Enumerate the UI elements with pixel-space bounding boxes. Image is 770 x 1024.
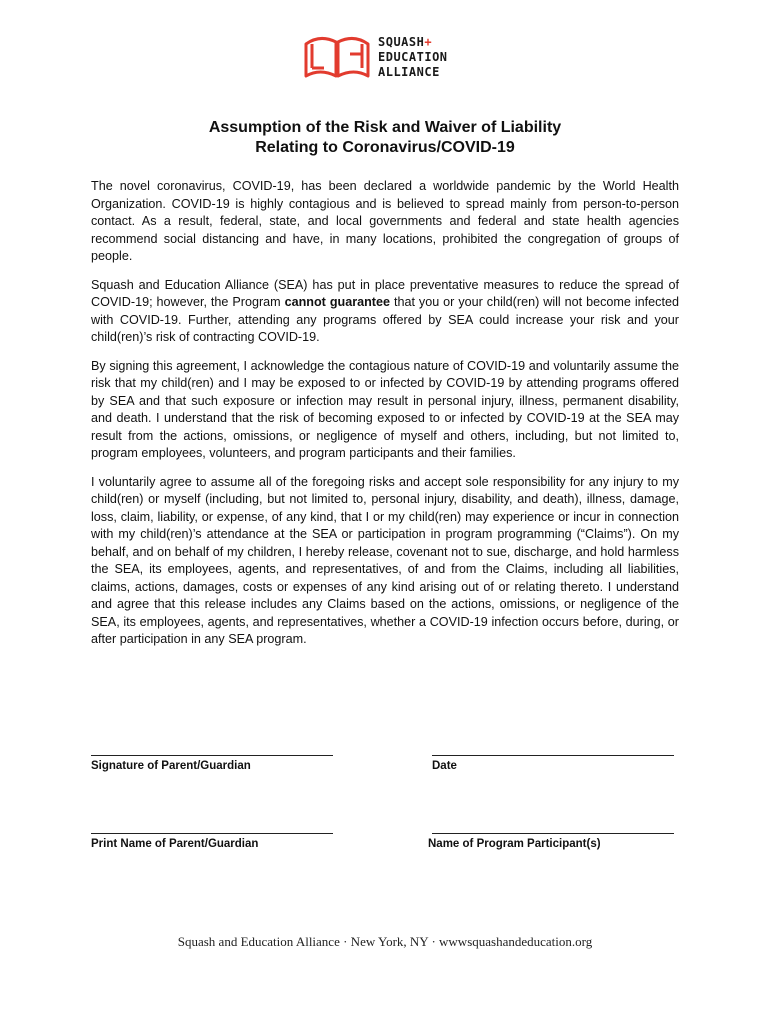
date-field[interactable] [432, 755, 674, 772]
print-name-line[interactable] [91, 833, 333, 834]
paragraph-2-emphasis: cannot guarantee [284, 295, 391, 309]
signature-label: Signature of Parent/Guardian [91, 760, 251, 772]
paragraph-acknowledgement: By signing this agreement, I acknowledge the contagious nature of COVID-19 and voluntarily assume the risk that my child(ren) and I may be exposed to or infected by COVID-19 by attending programs offered by SEA and that such exposure or infection may result in personal injury, illness, permanent disability, and death. I understand that the risk of becoming exposed to or infected by COVID-19 at the SEA may result from the actions, omissions, or negligence of myself and others, including, but not limited to, program employees, volunteers, and program participants and their families. [91, 358, 679, 460]
logo-line-1: SQUASH [378, 35, 425, 49]
title-line-2: Relating to Coronavirus/COVID-19 [255, 139, 515, 156]
paragraph-2-end: that you or your child(ren) will not become infected with COVID-19. Further, attending any programs offered by SEA could increase your risk and your child(ren)’s risk of contracting COVID-19. [91, 295, 679, 344]
paragraph-preventative-measures [91, 277, 679, 347]
paragraph-pandemic: The novel coronavirus, COVID-19, has been declared a worldwide pandemic by the World Health Organization. COVID-19 is highly contagious and is believed to spread mainly from person-to-person contact. As a result, federal, state, and local governments and federal and state health agencies recommend social distancing and have, in many locations, prohibited the congregation of groups of people. [91, 179, 679, 263]
logo-wordmark [378, 35, 448, 80]
footer-address: Squash and Education Alliance · New York, NY · wwwsquashandeducation.org [177, 934, 593, 949]
signature-line[interactable] [91, 755, 333, 756]
open-book-icon [302, 32, 372, 82]
title-line-1: Assumption of the Risk and Waiver of Liability [208, 119, 562, 136]
sea-logo [302, 32, 472, 88]
date-line[interactable] [432, 755, 674, 756]
print-name-label: Print Name of Parent/Guardian [91, 838, 259, 850]
logo-plus-sign: + [424, 35, 433, 49]
paragraph-release: I voluntarily agree to assume all of the foregoing risks and accept sole responsibility for any injury to my child(ren) or myself (including, but not limited to, personal injury, disability, and death), illness, damage, loss, claim, liability, or expense, of any kind, that I or my child(ren) may experience or incur in connection with my child(ren)’s attendance at the SEA or participation in program programming (“Claims”). On my behalf, and on behalf of my children, I hereby release, covenant not to sue, discharge, and hold harmless the SEA, its employees, agents, and representatives, of and from the Claims, including all liabilities, claims, actions, damages, costs or expenses of any kind arising out of or relating thereto. I understand and agree that this release includes any Claims based on the actions, omissions, or negligence of the SEA, its employees, agents, and representatives, whether a COVID-19 infection occurs before, during, or after participation in any SEA program. [91, 474, 679, 646]
date-label: Date [432, 760, 457, 772]
print-name-field[interactable] [91, 833, 333, 850]
participant-name-field[interactable] [428, 833, 674, 850]
participant-name-line[interactable] [432, 833, 674, 834]
logo-line-2: EDUCATION [378, 50, 448, 64]
document-title [0, 118, 770, 158]
paragraph-2-start: Squash and Education Alliance (SEA) has put in place preventative measures to reduce the spread of COVID-19; however, the Program [91, 277, 679, 309]
waiver-body [91, 178, 679, 660]
logo-line-3: ALLIANCE [378, 65, 440, 79]
signature-field[interactable] [91, 755, 333, 772]
participant-name-label: Name of Program Participant(s) [428, 838, 601, 850]
